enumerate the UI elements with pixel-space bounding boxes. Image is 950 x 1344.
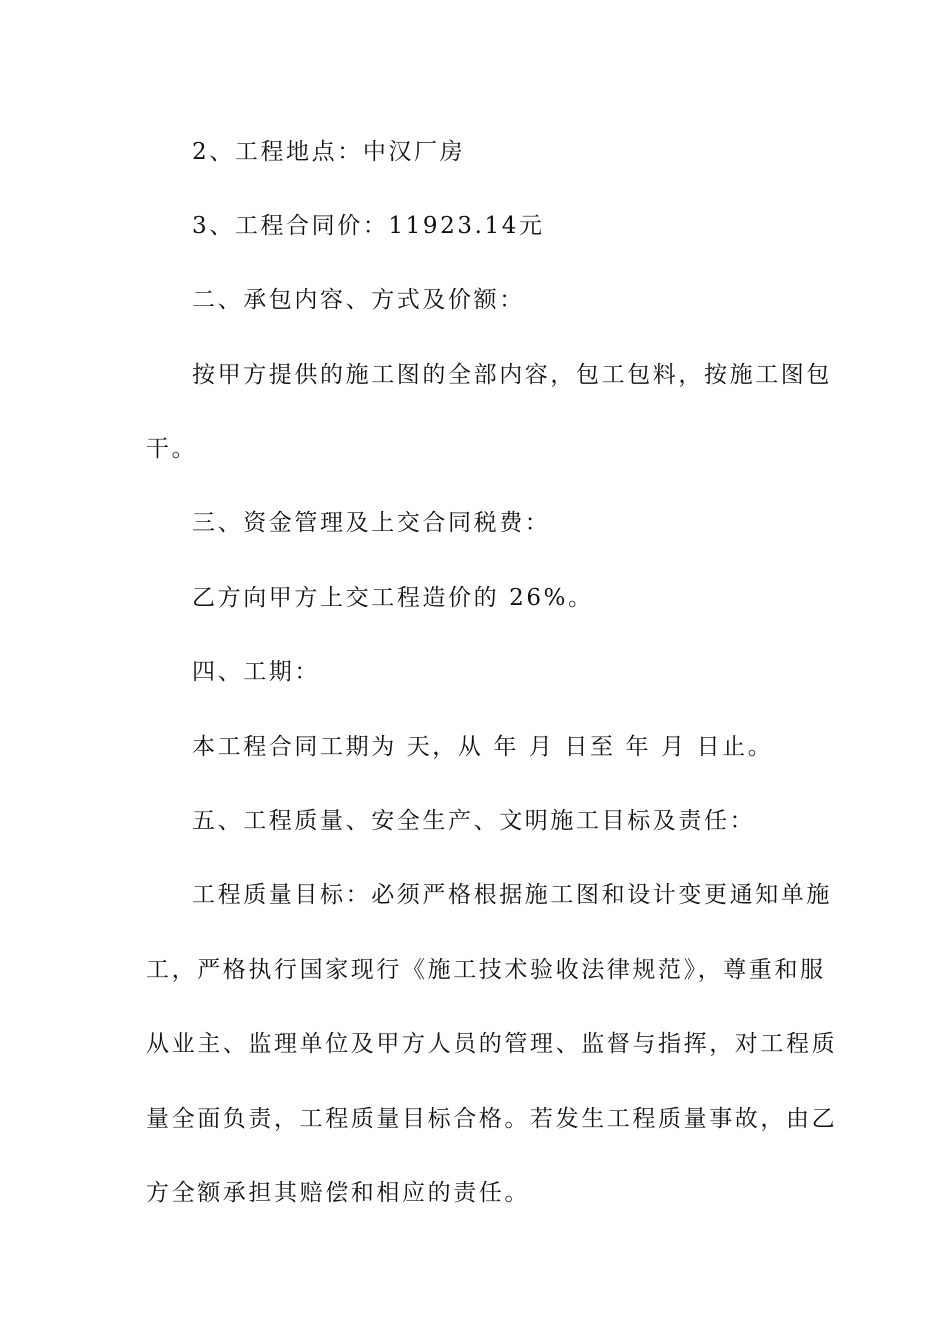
paragraph-quality-line-1: 工程质量目标：必须严格根据施工图和设计变更通知单施 — [192, 882, 832, 908]
item-project-location: 2、工程地点：中汉厂房 — [192, 139, 466, 165]
paragraph-quality-line-3: 从业主、监理单位及甲方人员的管理、监督与指挥，对工程质 — [146, 1031, 838, 1057]
paragraph-funds: 乙方向甲方上交工程造价的 26%。 — [192, 585, 594, 611]
paragraph-quality-line-4: 量全面负责，工程质量目标合格。若发生工程质量事故，由乙 — [146, 1106, 838, 1132]
section-heading-scope: 二、承包内容、方式及价额： — [192, 287, 525, 313]
paragraph-scope-line-1: 按甲方提供的施工图的全部内容，包工包料，按施工图包 — [192, 362, 832, 388]
paragraph-quality-line-5: 方全额承担其赔偿和相应的责任。 — [146, 1180, 530, 1206]
section-heading-quality: 五、工程质量、安全生产、文明施工目标及责任： — [192, 808, 756, 834]
section-heading-funds: 三、资金管理及上交合同税费： — [192, 510, 551, 536]
section-heading-schedule: 四、工期： — [192, 659, 320, 685]
item-contract-price: 3、工程合同价：11923.14元 — [192, 213, 545, 239]
paragraph-scope-line-2: 干。 — [146, 436, 198, 462]
paragraph-schedule: 本工程合同工期为 天，从 年 月 日至 年 月 日止。 — [192, 734, 774, 760]
paragraph-quality-line-2: 工，严格执行国家现行《施工技术验收法律规范》，尊重和服 — [146, 957, 826, 983]
